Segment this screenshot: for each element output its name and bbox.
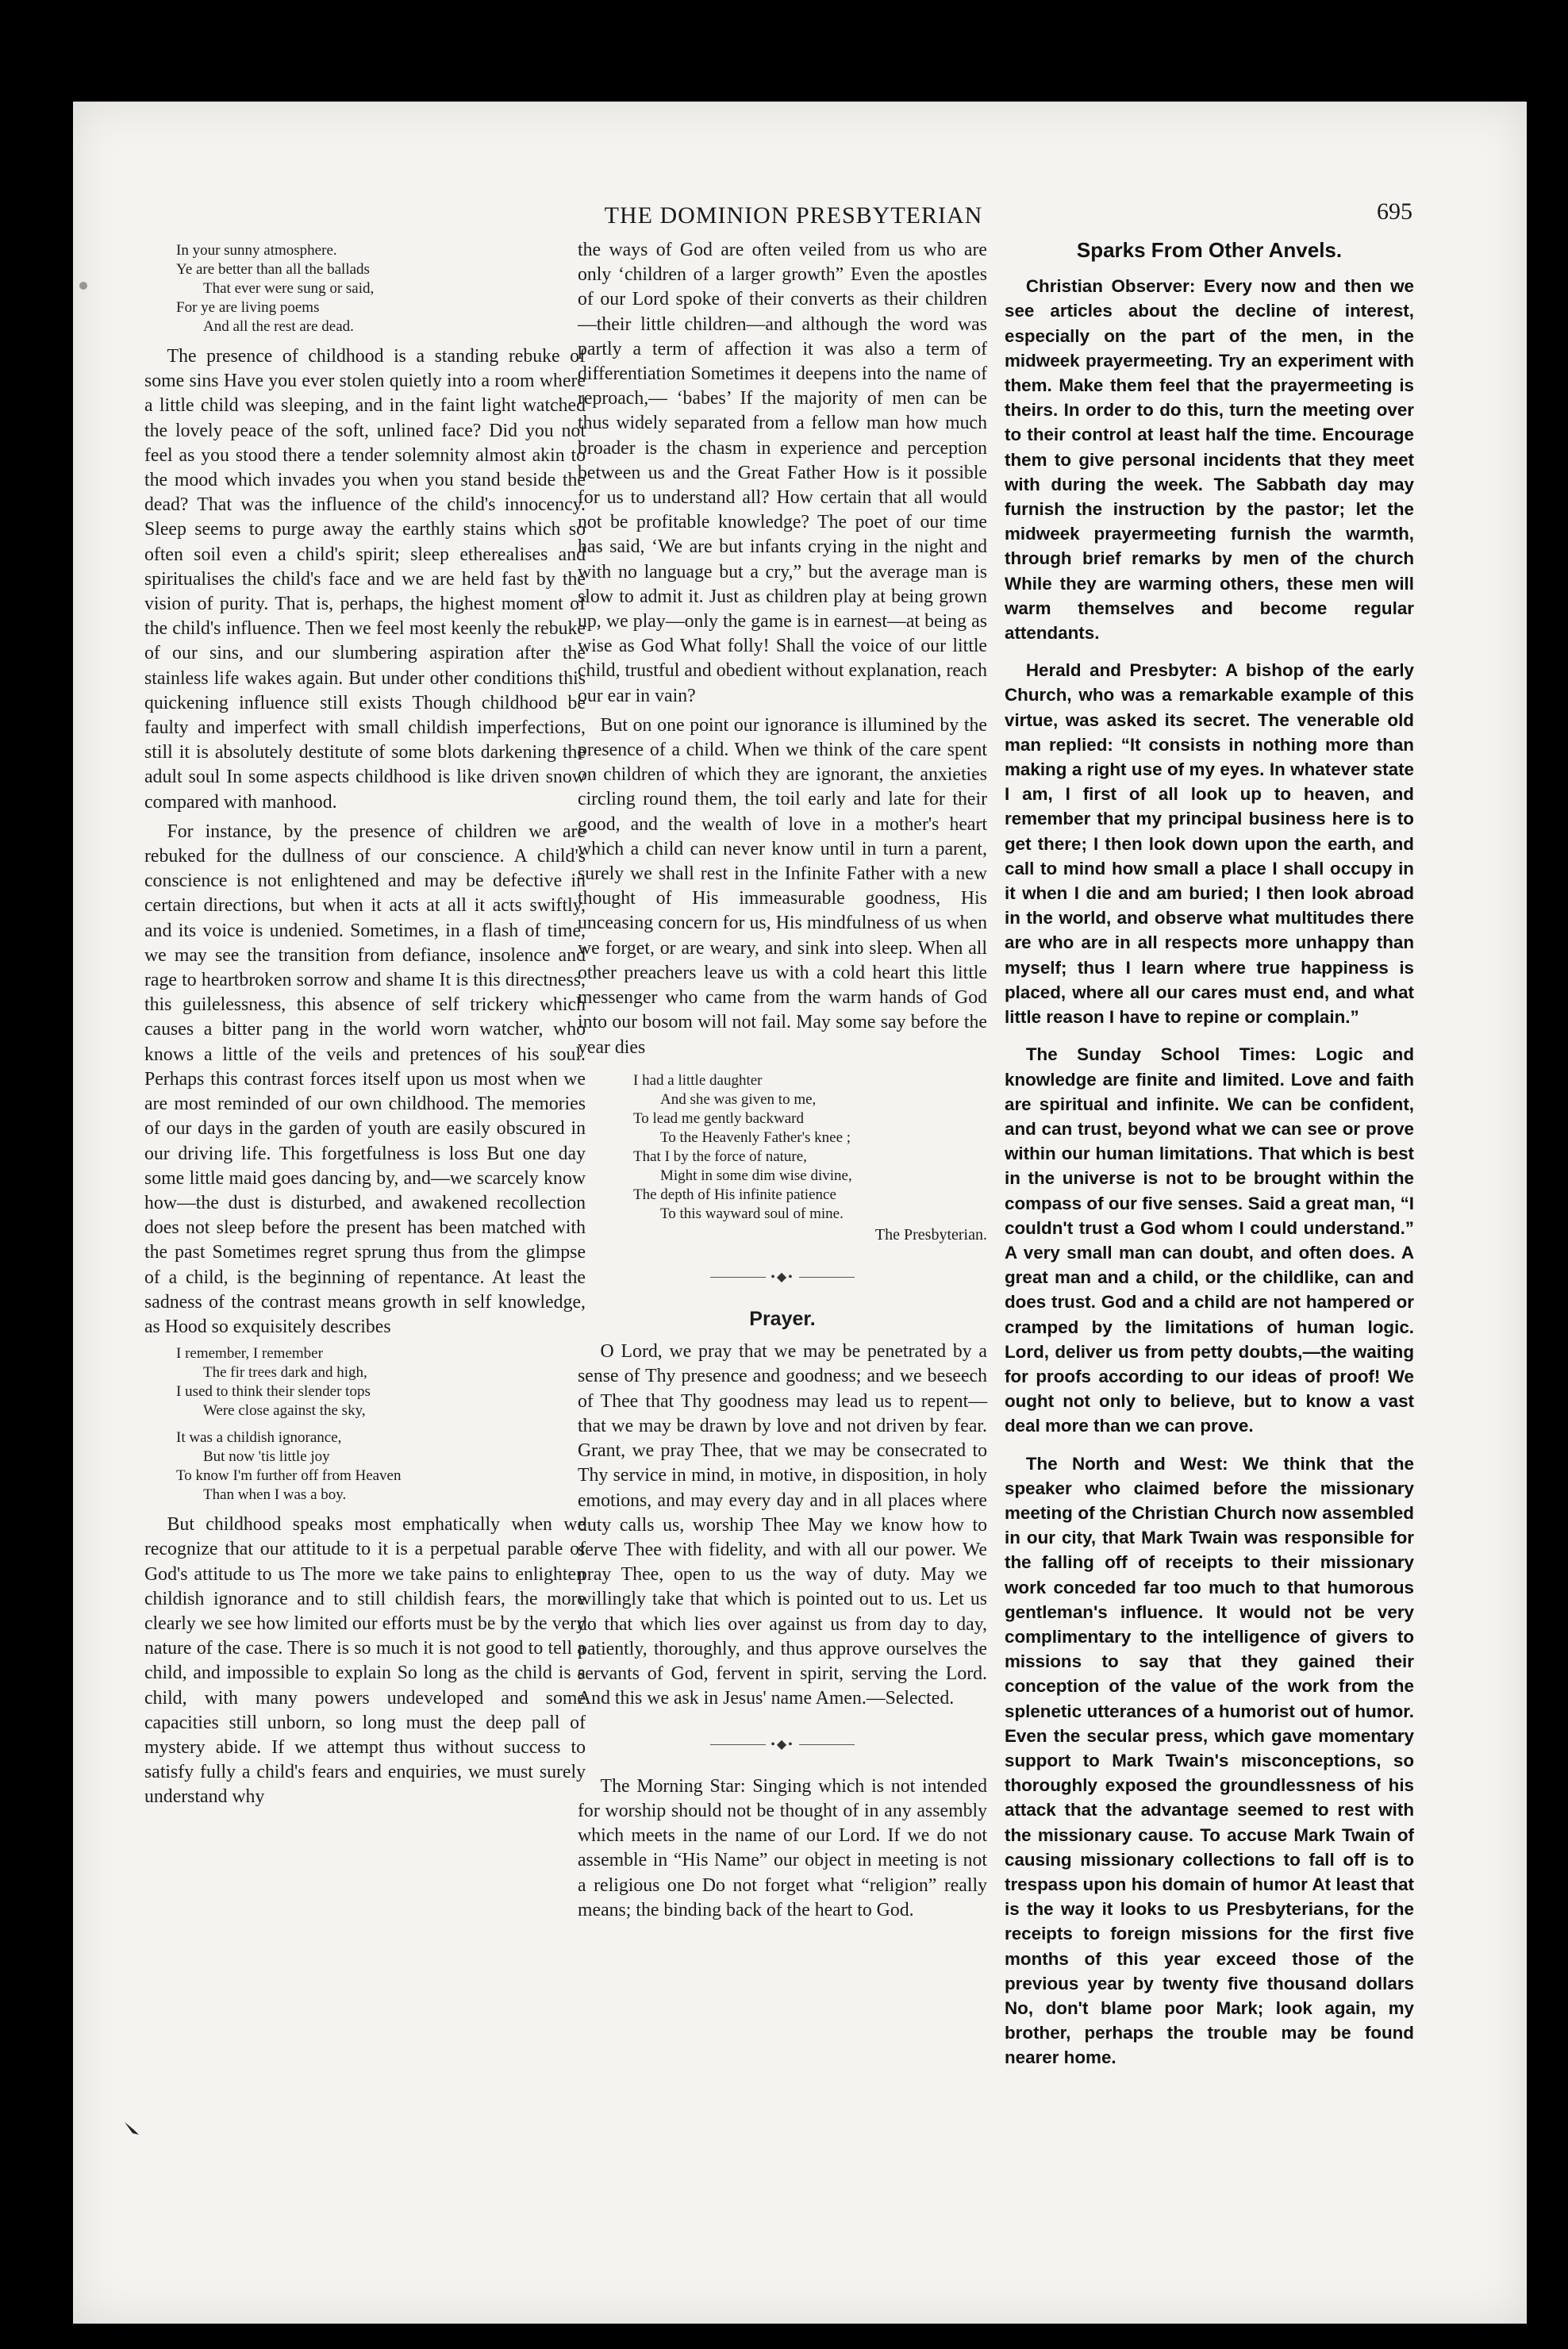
prayer-heading: Prayer.	[749, 1308, 816, 1331]
divider-ornament-icon: •◆•	[771, 1737, 794, 1751]
verse-line: Than when I was a boy.	[203, 1486, 347, 1504]
morning-star-item: The Morning Star: Singing which is not intended for worship should not be thought of in any assembly which meets in the name of our Lord. If we do not assemble in “His Name” our object in meeting is not a religious one Do not forget what “religion” really means; the binding back of the heart to God.	[578, 1775, 987, 1920]
section-divider	[578, 1265, 987, 1290]
verse-line: The depth of His infinite patience	[633, 1186, 836, 1203]
verse-line: To the Heavenly Father's knee ;	[660, 1128, 851, 1146]
verse-line: But now 'tis little joy	[203, 1448, 330, 1466]
verse-line: I used to think their slender tops	[176, 1383, 371, 1401]
north-and-west-item: The North and West: We think that the speaker who claimed before the missionary meeting of the Christian Church now assembled in our city, that Mark Twain was responsible for the falling off of receipts to their missionary work conceded far too much to that humorous gentleman's influence. It would not be very complimentary to the intelligence of givers to missions to say that they gained their conception of the value of the work from the splenetic utterances of a humorist out of humor. Even the secular press, which gave momentary support to Mark Twain's misconceptions, so thoroughly exposed the groundlessness of his attack that the advantage seemed to rest with the missionary cause. To accuse Mark Twain of causing missionary collections to fall off is to trespass upon his domain of humor At least that is the way it looks to us Presbyterians, for the receipts to foreign missions for the first five months of this year exceed those of the previous year by twenty five thousand dollars No, don't blame poor Mark; look again, my brother, perhaps the trouble may be found nearer home.	[1005, 1453, 1414, 2068]
verse-line: Were close against the sky,	[203, 1402, 366, 1420]
verse-line: And all the rest are dead.	[203, 318, 354, 335]
verse-line: Ye are better than all the ballads	[176, 261, 370, 278]
verse-line: That ever were sung or said,	[203, 280, 375, 297]
sunday-school-times-item: The Sunday School Times: Logic and knowledge are finite and limited. Love and faith are spiritual and infinite. We can be confident, and can trust, beyond what we can see or prove within our human limitations. That which is best in the universe is not to be brought within the compass of our five senses. Said a great man, “I couldn't trust a God whom I could understand.” A very small man can doubt, and often does. A great man and a child, or the childlike, can and does trust. God and a child are not hampered or cramped by the limitations of human logic. Lord, deliver us from petty doubts,—the waiting for proofs according to our ideas of proof! We ought not only to believe, but to know a vast deal more than we can prove.	[1005, 1044, 1414, 1436]
hood-verse-stanza-1	[176, 1344, 586, 1421]
verse-attribution: The Presbyterian.	[874, 1225, 987, 1244]
paragraph: For instance, by the presence of children we are rebuked for the dullness of our conscience. A child's conscience is not enlightened and may be defective in certain directions, but when it acts at all it acts swiftly, and its voice is undenied. Sometimes, in a flash of time, we may see the transition from defiance, insolence and rage to heartbroken sorrow and shame It is this directness, this guilelessness, this absence of self trickery which causes a bitter pang in the world worn watcher, who knows a little of the veils and pretences of his soul. Perhaps this contrast forces itself upon us most when we are most reminded of our own childhood. The memories of our days in the garden of youth are easily obscured in our driving life. This forgetfulness is loss But one day some little maid goes dancing by, and—we scarcely know how—the dust is disturbed, and awakened recollection does not sleep before the present has been matched with the past Sometimes regret sprung thus from the glimpse of a child, is the beginning of repentance. At least the sadness of the contrast means growth in self knowledge, as Hood so exquisitely describes	[144, 821, 586, 1337]
opening-verse	[176, 241, 586, 336]
verse-line: Might in some dim wise divine,	[660, 1167, 852, 1184]
verse-line: And she was given to me,	[660, 1090, 817, 1108]
scan-spot	[79, 282, 87, 290]
hood-verse-stanza-2	[176, 1428, 586, 1505]
page-number: 695	[1377, 198, 1412, 225]
column-right	[1005, 238, 1414, 2083]
verse-line: I had a little daughter	[633, 1071, 763, 1089]
ink-mark-icon	[123, 2119, 140, 2136]
paragraph: the ways of God are often veiled from us who are only ‘children of a larger growth” Even the apostles of our Lord spoke of their converts as their children —their little children—and although the word was partly a term of affection it was also a term of differentiation Sometimes it deepens into the name of reproach,— ‘babes’ If the majority of men can be thus widely separated from a fellow man how much broader is the chasm in experience and perception between us and the Great Father How is it possible for us to understand all? How certain that all would not be profitable knowledge? The poet of our time has said, ‘We are but infants crying in the night and with no language but a cry,” but the average man is slow to admit it. Just as children play at being grown up, we play—only the game is in earnest—at being as wise as God What folly! Shall the voice of our little child, trustful and obedient without explanation, reach our ear in vain?	[578, 240, 987, 706]
verse-line: The fir trees dark and high,	[203, 1364, 367, 1382]
verse-line: For ye are living poems	[176, 299, 320, 316]
verse-line: To this wayward soul of mine.	[660, 1205, 844, 1222]
column-middle	[578, 238, 987, 1928]
daughter-verse	[633, 1071, 987, 1244]
sparks-heading: Sparks From Other Anvels.	[1076, 238, 1343, 262]
verse-line: To know I'm further off from Heaven	[176, 1467, 402, 1485]
prayer-text: O Lord, we pray that we may be penetrated by a sense of Thy presence and goodness; and we beseech of Thee that Thy goodness may lead us to repent—that we may be drawn by love and not driven by fear. Grant, we pray Thee, that we may be consecrated to Thy service in mind, in motive, in disposition, in holy emotions, and may every day and in all places where duty calls us, worship Thee May we know how to serve Thee with fidelity, and with all our power. We pray Thee, open to us the way of duty. May we willingly take that which is pointed out to us. Let us do that which lies over against us from day to day, patiently, thoroughly, and thus approve ourselves the servants of God, fervent in spirit, serving the Lord. And this we ask in Jesus' name Amen.—Selected.	[578, 1341, 987, 1709]
paragraph: But on one point our ignorance is illumined by the presence of a child. When we think of the care spent on children of which they are ignorant, the anxieties circling round them, the toil early and late for their good, and the wealth of love in a mother's heart which a child can never know until in turn a parent, surely we shall rest in the Infinite Father with a new thought of His immeasurable goodness, His unceasing concern for us, His mindfulness of us when we forget, or are weary, and sink into sleep. When all other preachers leave us with a cold heart this little messenger who came from the warm hands of God into our bosom will not fail. May some say before the year dies	[578, 714, 987, 1058]
verse-line: It was a childish ignorance,	[176, 1429, 342, 1447]
verse-line: In your sunny atmosphere.	[176, 242, 337, 259]
column-left	[144, 238, 586, 1815]
paragraph: But childhood speaks most emphatically when we recognize that our attitude to it is a perpetual parable of God's attitude to us The more we take pains to enlighten childish ignorance and to still childish fears, the more clearly we see how limited our efforts must be by the very nature of the case. There is so much it is not good to tell a child, and impossible to explain So long as the child is a child, with many powers undeveloped and some capacities still unborn, so long must the deep pall of mystery abide. If we attempt thus without success to satisfy fully a child's fears and enquiries, we must surely understand why	[144, 1514, 586, 1808]
verse-line: To lead me gently backward	[633, 1109, 804, 1127]
paragraph: The presence of childhood is a standing rebuke of some sins Have you ever stolen quietly into a room where a little child was sleeping, and in the faint light watched the lovely peace of the soft, unlined face? Did you not feel as you stood there a tender solemnity almost akin to the mood which invades you when you stand beside the dead? That was the influence of the child's innocency. Sleep seems to purge away the earthly stains which so often soil even a child's spirit; sleep etherealises and spiritualises the child's face and we are held fast by the vision of purity. That is, perhaps, the highest moment of the child's influence. Then we feel most keenly the rebuke of our sins, and our slumbering aspiration after the stainless life wakes again. But under other conditions this quickening influence still exists Though childhood be faulty and imperfect with small childish imperfections, still it is absolutely destitute of some blots darkening the adult soul In some aspects childhood is like driven snow compared with manhood.	[144, 346, 586, 813]
divider-ornament-icon: •◆•	[771, 1270, 794, 1284]
verse-line: That I by the force of nature,	[633, 1148, 807, 1165]
verse-line: I remember, I remember	[176, 1345, 323, 1363]
christian-observer-item: Christian Observer: Every now and then we see articles about the decline of interest, especially on the part of the men, in the midweek prayermeeting. Try an experiment with them. Make them feel that the prayermeeting is theirs. In order to do this, turn the meeting over to their control at least half the time. Encourage them to give personal incidents that they meet with during the week. The Sabbath day may furnish the instruction by the pastor; let the midweek prayermeeting furnish the warmth, through brief remarks by men of the church While they are warming others, these men will warm themselves and become regular attendants.	[1005, 276, 1414, 644]
running-title: THE DOMINION PRESBYTERIAN	[604, 202, 983, 229]
herald-presbyter-item: Herald and Presbyter: A bishop of the early Church, who was a remarkable example of this virtue, was asked its secret. The venerable old man replied: “It consists in nothing more than making a right use of my eyes. In whatever state I am, I first of all look up to heaven, and remember that my principal business here is to get there; I then look down upon the earth, and call to mind how small a place I shall occupy in it when I die and am buried; I then look abroad in the world, and observe what multitudes there are who are in all respects more unhappy than myself; thus I learn where true happiness is placed, where all our cares must end, and what little reason I have to repine or complain.”	[1005, 660, 1414, 1028]
section-divider	[578, 1732, 987, 1756]
